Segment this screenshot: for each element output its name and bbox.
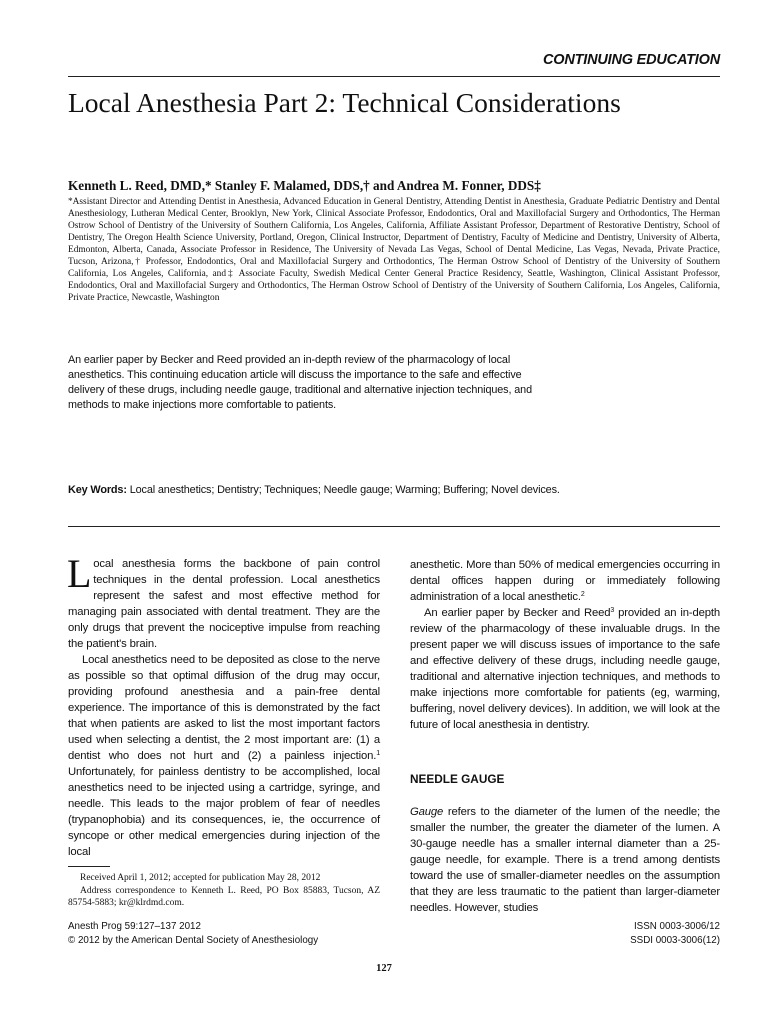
paragraph-text: provided an in-depth review of the pharmacology of these invaluable drugs. In the present paper we will discuss issues of importance to the safe and effective delivery of these drugs, including needle gauge, traditional and alternative injection techniques, and methods to make injections more comfortable for patients (eg, warming, buffering, novel delivery devices). In addition, we will look at the future of local anesthesia in dentistry. bbox=[410, 607, 720, 731]
abstract: An earlier paper by Becker and Reed provided an in-depth review of the pharmacology of local anesthetics. This continuing education article will discuss the importance to the safe and effective delivery of these drugs, including needle gauge, traditional and alternative injection techniques, and methods to make injections more comfortable to patients. bbox=[68, 354, 532, 411]
keywords bbox=[68, 484, 720, 496]
body-column-right-continued bbox=[410, 804, 720, 916]
received-note: Received April 1, 2012; accepted for publication May 28, 2012 bbox=[80, 873, 321, 883]
section-rule bbox=[68, 526, 720, 527]
body-paragraph bbox=[410, 557, 720, 605]
body-column-left bbox=[67, 551, 380, 860]
keywords-label: Key Words: bbox=[68, 484, 127, 496]
paragraph-text: Unfortunately, for painless dentistry to be accomplished, local anesthetics need to be injected using a cartridge, syringe, and needle. This leads to the major problem of fear of needles (trypanophobia) and its consequences, ie, the occurrence of syncope or other medical emergencies during injection of the local bbox=[68, 766, 380, 858]
body-paragraph bbox=[410, 804, 720, 916]
italic-term: Gauge bbox=[410, 806, 444, 818]
article-title: Local Anesthesia Part 2: Technical Considerations bbox=[68, 87, 621, 118]
correspondence-note: Address correspondence to Kenneth L. Reed, PO Box 85883, Tucson, AZ 85754-5883; kr@klrdmd.com. bbox=[68, 885, 380, 908]
author-list: Kenneth L. Reed, DMD,* Stanley F. Malamed, DDS,† and Andrea M. Fonner, DDS‡ bbox=[68, 178, 541, 193]
keywords-text: Local anesthetics; Dentistry; Techniques; Needle gauge; Warming; Buffering; Novel devices. bbox=[129, 484, 560, 496]
reference-marker: 1 bbox=[376, 750, 380, 757]
copyright-notice: © 2012 by the American Dental Society of Anesthesiology bbox=[68, 934, 319, 946]
reference-marker: 3 bbox=[610, 607, 615, 614]
author-affiliations: *Assistant Director and Attending Dentist in Anesthesia, Advanced Education in General Dentistry, Attending Dentist in Anesthesia, Graduate Pediatric Dentistry and Dental Anesthesiology, Lutheran Medical Center, Brooklyn, New York, Clinical Associate Professor, Endodontics, Oral and Maxillofacial Surgery and Orthodontics, The Herman Ostrow School of Dentistry of the University of Southern California, Los Angeles, California, Affiliate Assistant Professor, Department of Restorative Dentistry, School of Dentistry, The Oregon Health Science University, Portland, Oregon, Clinical Instructor, Department of Dentistry, Faculty of Medicine and Dentistry, University of Alberta, Edmonton, Alberta, Canada, Associate Professor in Residence, The University of Nevada Las Vegas, School of Dental Medicine, Las Vegas, Nevada, Private Practice, Tucson, Arizona,† Professor, Endodontics, Oral and Maxillofacial Surgery and Orthodontics, The Herman Ostrow School of Dentistry of the University of Southern California, Los Angeles, California, and‡ Associate Faculty, Swedish Medical Center General Practice Residency, Seattle, Washington, Clinical Assistant Professor, Endodontics, Oral and Maxillofacial Surgery and Orthodontics, The Herman Ostrow School of Dentistry of the University of Southern California, Los Angeles, California, Private Practice, Newcastle, Washington bbox=[68, 197, 720, 303]
ssdi: SSDI 0003-3006(12) bbox=[630, 934, 720, 946]
paragraph-text: An earlier paper by Becker and Reed bbox=[424, 607, 611, 619]
page-number: 127 bbox=[376, 963, 392, 974]
issn: ISSN 0003-3006/12 bbox=[633, 921, 720, 932]
paragraph-text: Local anesthetics need to be deposited as close to the nerve as possible so that optimal diffusion of the drug may occur, providing profound anesthesia and a pain-free dental experience. The importance of this is demonstrated by the fact that when patients are asked to list the most important factors used when selecting a dentist, the 2 most important are: (1) a dentist who does not hurt and (2) a painless injection. bbox=[68, 654, 380, 762]
drop-cap: L bbox=[67, 551, 92, 596]
footnotes bbox=[68, 872, 380, 910]
paragraph-text: anesthetic. More than 50% of medical emergencies occurring in dental offices happen during or immediately following administration of a local anesthetic. bbox=[410, 559, 720, 603]
paragraph-text: refers to the diameter of the lumen of the needle; the smaller the number, the greater the diameter of the lumen. A 30-gauge needle has a smaller internal diameter than a 25-gauge needle, for example. There is a trend among dentists toward the use of smaller-diameter needles on the assumption that they are less traumatic to the patient than larger-diameter needles. However, studies bbox=[410, 806, 720, 914]
body-paragraph bbox=[410, 605, 720, 733]
paragraph-text: ocal anesthesia forms the backbone of pain control techniques in the dental profession. Local anesthetics represent the safest and most effective method for managing pain associated with dental treatment. They are the only drugs that prevent the nociceptive impulse from reaching the patient's brain. bbox=[68, 558, 380, 650]
section-heading-needle-gauge: NEEDLE GAUGE bbox=[410, 772, 505, 786]
reference-marker: 2 bbox=[580, 591, 585, 598]
body-paragraph bbox=[68, 652, 380, 860]
publication-info bbox=[68, 920, 318, 947]
section-label: CONTINUING EDUCATION bbox=[543, 52, 720, 68]
body-paragraph bbox=[67, 551, 380, 652]
footnote-rule bbox=[68, 866, 110, 867]
publication-identifiers bbox=[630, 920, 720, 947]
journal-reference: Anesth Prog 59:127–137 2012 bbox=[68, 921, 201, 932]
body-column-right bbox=[410, 557, 720, 733]
header-rule bbox=[68, 76, 720, 77]
